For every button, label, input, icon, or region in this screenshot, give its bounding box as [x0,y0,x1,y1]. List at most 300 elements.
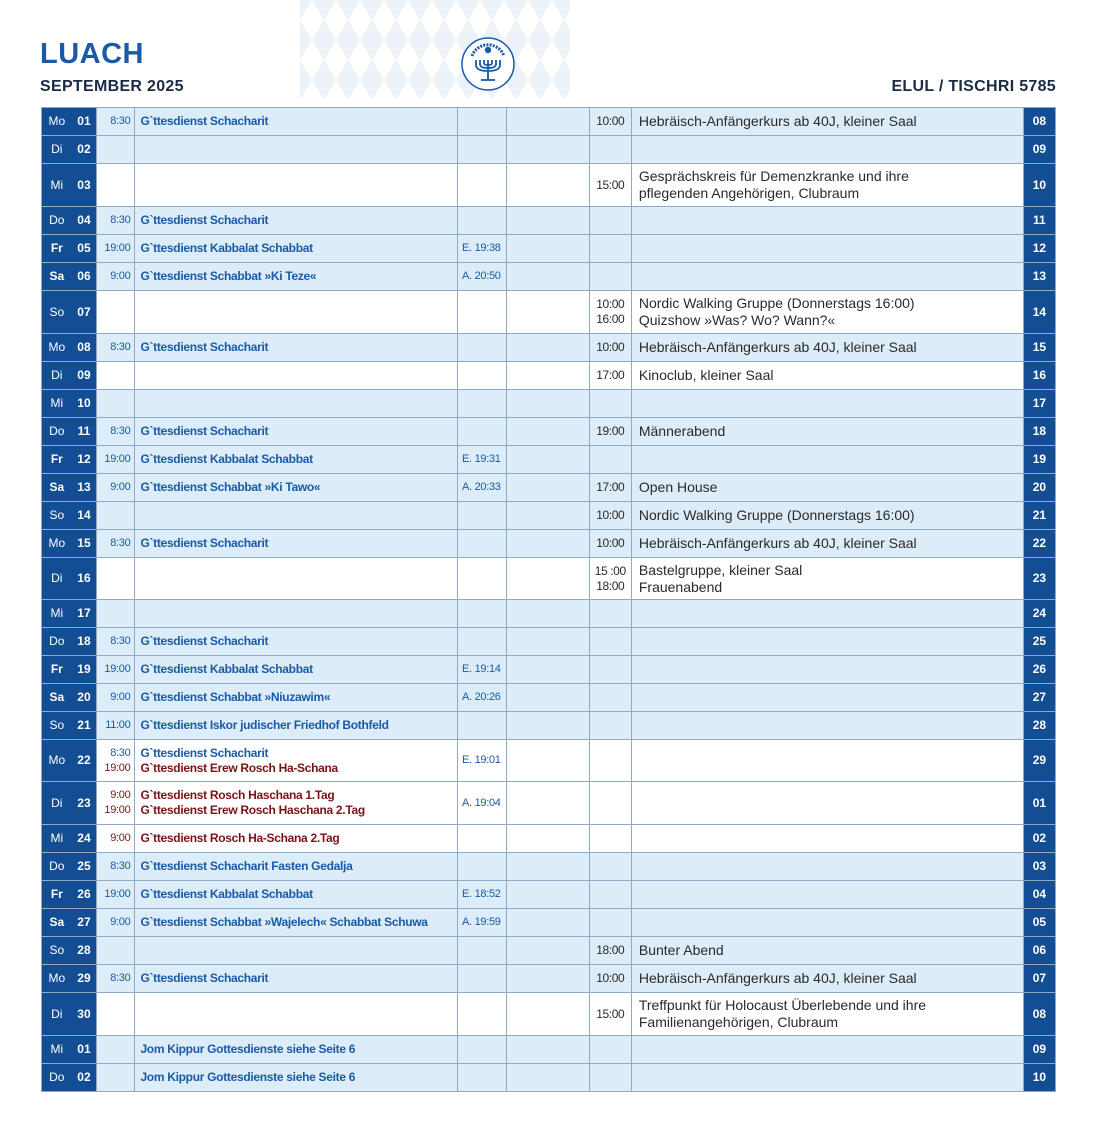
empty-cell [507,937,589,965]
event-cell [631,684,1023,712]
event-cell [631,937,1023,965]
empty-cell [507,993,589,1036]
day-number-cell: 03 [72,164,97,207]
hebrew-day-cell: 09 [1023,1036,1055,1064]
event-time-cell [589,740,631,782]
event-cell [631,740,1023,782]
candle-time-cell [458,362,507,390]
weekday-cell: Fr [42,235,72,263]
day-number-cell: 22 [72,740,97,782]
service-cell [135,740,458,782]
empty-cell [507,474,589,502]
service-name: G`ttesdienst Schabbat »Niuzawim« [140,690,331,704]
event-time-cell [589,164,631,207]
weekday-cell: Di [42,782,72,825]
candle-time-cell [458,291,507,334]
hebrew-day-cell: 06 [1023,937,1055,965]
calendar-row [42,782,1056,825]
weekday-cell: Do [42,1064,72,1092]
service-name: G`ttesdienst Schabbat »Ki Tawo« [140,480,321,494]
empty-cell [507,965,589,993]
day-number-cell: 01 [72,108,97,136]
service-name: G`ttesdienst Schacharit [140,213,269,227]
service-name: G`ttesdienst Kabbalat Schabbat [140,452,313,466]
calendar-row [42,937,1056,965]
weekday-cell: Do [42,418,72,446]
empty-cell [507,362,589,390]
service-name: G`ttesdienst Schabbat »Ki Teze« [140,269,317,283]
weekday-cell: So [42,937,72,965]
service-cell [135,474,458,502]
service-time-cell [97,418,135,446]
day-number-cell: 27 [72,909,97,937]
service-name: G`ttesdienst Schacharit [140,340,269,354]
service-cell [135,108,458,136]
service-time-cell [97,825,135,853]
calendar-row [42,825,1056,853]
event-cell [631,263,1023,291]
event-name: Open House [638,479,718,495]
hebrew-day-cell: 10 [1023,1064,1055,1092]
empty-cell [507,334,589,362]
event-time: 15:00 [596,1006,625,1021]
event-cell [631,334,1023,362]
event-cell [631,1064,1023,1092]
event-time-cell [589,965,631,993]
weekday-cell: Di [42,362,72,390]
service-cell [135,207,458,235]
hebrew-day-cell: 23 [1023,558,1055,600]
hebrew-day-cell: 21 [1023,502,1055,530]
candle-time-cell: A. 20:33 [458,474,507,502]
event-cell [631,474,1023,502]
empty-cell [507,446,589,474]
service-time-cell [97,530,135,558]
service-name: G`ttesdienst Schacharit [140,971,269,985]
weekday-cell: Mi [42,390,72,418]
service-time-cell [97,136,135,164]
candle-time-cell [458,937,507,965]
menorah-logo [460,36,516,92]
event-time: 18:00 [596,943,625,957]
empty-cell [507,712,589,740]
candle-time-cell [458,390,507,418]
service-time-cell [97,1036,135,1064]
weekday-cell: Sa [42,263,72,291]
service-cell [135,558,458,600]
calendar-row [42,418,1056,446]
event-time-cell [589,474,631,502]
hebrew-day-cell: 09 [1023,136,1055,164]
event-time-cell [589,334,631,362]
candle-time-cell [458,207,507,235]
service-cell [135,334,458,362]
candle-time-cell [458,600,507,628]
event-cell [631,164,1023,207]
service-time-cell [97,628,135,656]
service-cell [135,712,458,740]
event-name: Gesprächskreis für Demenzkranke und ihre [638,168,909,184]
event-cell [631,207,1023,235]
event-time-cell [589,684,631,712]
event-time-cell [589,909,631,937]
candle-time-cell: E. 18:52 [458,881,507,909]
service-time-cell [97,600,135,628]
calendar-row [42,1064,1056,1092]
weekday-cell: So [42,291,72,334]
event-time-cell [589,502,631,530]
calendar-row [42,108,1056,136]
calendar-row [42,965,1056,993]
service-time-cell [97,712,135,740]
calendar-row [42,474,1056,502]
day-number-cell: 17 [72,600,97,628]
event-name: Kinoclub, kleiner Saal [638,367,774,383]
event-time: 10:00 [596,971,625,985]
candle-time-cell: A. 20:50 [458,263,507,291]
service-time: 9:00 [110,270,131,282]
service-time-cell [97,108,135,136]
event-time-cell [589,446,631,474]
event-cell [631,1036,1023,1064]
service-time-cell [97,235,135,263]
day-number-cell: 26 [72,881,97,909]
service-name: G`ttesdienst Schacharit [140,745,269,760]
candle-time-cell [458,712,507,740]
calendar-row [42,235,1056,263]
hebrew-day-cell: 20 [1023,474,1055,502]
empty-cell [507,418,589,446]
empty-cell [507,628,589,656]
service-cell [135,446,458,474]
service-cell [135,684,458,712]
calendar-row [42,263,1056,291]
day-number-cell: 06 [72,263,97,291]
service-time-cell [97,684,135,712]
candle-time-cell [458,628,507,656]
event-time: 17:00 [596,480,625,494]
candle-time-cell [458,530,507,558]
service-time: 19:00 [104,761,131,774]
event-cell [631,825,1023,853]
service-time: 19:00 [104,663,131,675]
event-cell [631,136,1023,164]
hebrew-day-cell: 10 [1023,164,1055,207]
event-time-cell [589,136,631,164]
service-time-cell [97,1064,135,1092]
service-cell [135,502,458,530]
hebrew-month-label: ELUL / TISCHRI 5785 [891,78,1056,95]
day-number-cell: 21 [72,712,97,740]
candle-time-cell: E. 19:01 [458,740,507,782]
event-time: 18:00 [596,578,625,593]
weekday-cell: Fr [42,881,72,909]
service-time-cell [97,446,135,474]
event-cell [631,502,1023,530]
service-time-cell [97,965,135,993]
calendar-row [42,164,1056,207]
service-time-cell [97,334,135,362]
day-number-cell: 09 [72,362,97,390]
empty-cell [507,291,589,334]
day-number-cell: 15 [72,530,97,558]
candle-time-cell: A. 20:26 [458,684,507,712]
day-number-cell: 10 [72,390,97,418]
calendar-row [42,600,1056,628]
service-name: G`ttesdienst Erew Rosch Haschana 2.Tag [140,803,365,817]
calendar-row [42,446,1056,474]
candle-time-cell [458,1064,507,1092]
event-time-cell [589,1036,631,1064]
calendar-row [42,390,1056,418]
day-number-cell: 18 [72,628,97,656]
event-cell [631,291,1023,334]
calendar-row [42,291,1056,334]
hebrew-day-cell: 24 [1023,600,1055,628]
month-label: SEPTEMBER 2025 [40,78,184,95]
service-time: 8:30 [110,214,131,226]
event-cell [631,881,1023,909]
hebrew-day-cell: 02 [1023,825,1055,853]
service-time: 8:30 [110,341,131,353]
hebrew-day-cell: 15 [1023,334,1055,362]
event-time-cell [589,712,631,740]
service-cell [135,136,458,164]
weekday-cell: Sa [42,684,72,712]
decorative-pattern [300,0,570,98]
empty-cell [507,881,589,909]
empty-cell [507,108,589,136]
service-name: G`ttesdienst Kabbalat Schabbat [140,241,313,255]
event-cell [631,600,1023,628]
calendar-row [42,362,1056,390]
service-time: 19:00 [104,453,131,465]
service-time: 8:30 [110,115,131,127]
hebrew-day-cell: 22 [1023,530,1055,558]
weekday-cell: Do [42,207,72,235]
empty-cell [507,207,589,235]
event-time: 19:00 [596,424,625,438]
weekday-cell: Mo [42,334,72,362]
candle-time-cell [458,965,507,993]
day-number-cell: 24 [72,825,97,853]
service-cell [135,656,458,684]
service-time: 19:00 [104,804,131,816]
empty-cell [507,1036,589,1064]
day-number-cell: 14 [72,502,97,530]
event-time: 17:00 [596,368,625,382]
event-name: Hebräisch-Anfängerkurs ab 40J, kleiner Saal [638,113,917,129]
weekday-cell: So [42,502,72,530]
empty-cell [507,164,589,207]
service-time: 11:00 [105,719,131,731]
service-cell [135,909,458,937]
event-time: 10:00 [596,340,625,354]
service-cell [135,291,458,334]
event-time-cell [589,1064,631,1092]
calendar-row [42,881,1056,909]
hebrew-day-cell: 01 [1023,782,1055,825]
service-cell [135,1036,458,1064]
event-time-cell [589,291,631,334]
event-cell [631,530,1023,558]
service-cell [135,825,458,853]
weekday-cell: Fr [42,446,72,474]
service-cell [135,530,458,558]
event-time: 10:00 [596,536,625,550]
calendar-row [42,909,1056,937]
event-cell [631,362,1023,390]
event-cell [631,965,1023,993]
hebrew-day-cell: 29 [1023,740,1055,782]
weekday-cell: Mo [42,108,72,136]
candle-time-cell: E. 19:14 [458,656,507,684]
calendar-row [42,530,1056,558]
service-time-cell [97,853,135,881]
calendar-row [42,558,1056,600]
event-name: Hebräisch-Anfängerkurs ab 40J, kleiner Saal [638,339,917,355]
service-cell [135,263,458,291]
weekday-cell: Mi [42,1036,72,1064]
event-name: Familienangehörigen, Clubraum [638,1014,839,1030]
event-time-cell [589,235,631,263]
hebrew-day-cell: 05 [1023,909,1055,937]
event-name: pflegenden Angehörigen, Clubraum [638,185,860,201]
event-time-cell [589,530,631,558]
weekday-cell: Di [42,136,72,164]
weekday-cell: Mi [42,825,72,853]
event-time-cell [589,108,631,136]
event-name: Bastelgruppe, kleiner Saal [638,561,803,578]
service-cell [135,600,458,628]
event-cell [631,782,1023,825]
candle-time-cell [458,993,507,1036]
event-name: Nordic Walking Gruppe (Donnerstags 16:00) [638,507,915,523]
event-name: Bunter Abend [638,942,724,958]
weekday-cell: Di [42,558,72,600]
service-time: 8:30 [110,537,131,549]
calendar-row [42,136,1056,164]
event-time: 15 :00 [594,563,626,578]
event-cell [631,993,1023,1036]
event-cell [631,108,1023,136]
hebrew-day-cell: 04 [1023,881,1055,909]
calendar-row [42,1036,1056,1064]
event-name: Hebräisch-Anfängerkurs ab 40J, kleiner Saal [638,535,917,551]
service-time: 9:00 [110,916,131,928]
service-cell [135,965,458,993]
empty-cell [507,530,589,558]
event-time-cell [589,362,631,390]
day-number-cell: 30 [72,993,97,1036]
hebrew-day-cell: 18 [1023,418,1055,446]
day-number-cell: 08 [72,334,97,362]
day-number-cell: 28 [72,937,97,965]
event-time-cell [589,993,631,1036]
service-time-cell [97,782,135,825]
hebrew-day-cell: 11 [1023,207,1055,235]
event-cell [631,656,1023,684]
candle-time-cell [458,502,507,530]
service-cell [135,853,458,881]
service-name: G`ttesdienst Schabbat »Wajelech« Schabbat Schuwa [140,915,428,929]
event-time: 15:00 [596,177,625,192]
service-time: 19:00 [104,242,131,254]
service-time-cell [97,909,135,937]
event-cell [631,418,1023,446]
event-cell [631,446,1023,474]
service-time-cell [97,937,135,965]
empty-cell [507,853,589,881]
weekday-cell: Mi [42,164,72,207]
day-number-cell: 12 [72,446,97,474]
event-time-cell [589,418,631,446]
calendar-row [42,684,1056,712]
service-time: 9:00 [110,789,131,801]
calendar-row [42,656,1056,684]
empty-cell [507,263,589,291]
weekday-cell: Mi [42,600,72,628]
service-time: 8:30 [110,635,131,647]
candle-time-cell: E. 19:38 [458,235,507,263]
candle-time-cell [458,1036,507,1064]
empty-cell [507,235,589,263]
empty-cell [507,740,589,782]
calendar-table [41,107,1056,1092]
event-cell [631,390,1023,418]
service-name: G`ttesdienst Rosch Haschana 1.Tag [140,788,335,802]
service-time-cell [97,740,135,782]
event-cell [631,712,1023,740]
event-time-cell [589,656,631,684]
service-name: G`ttesdienst Schacharit [140,424,269,438]
event-name: Nordic Walking Gruppe (Donnerstags 16:00) [638,295,915,311]
service-name: Jom Kippur Gottesdienste siehe Seite 6 [140,1070,356,1084]
hebrew-day-cell: 17 [1023,390,1055,418]
service-cell [135,881,458,909]
service-time: 9:00 [110,691,131,703]
weekday-cell: Mo [42,740,72,782]
service-name: G`ttesdienst Schacharit [140,114,269,128]
weekday-cell: So [42,712,72,740]
empty-cell [507,1064,589,1092]
hebrew-day-cell: 07 [1023,965,1055,993]
event-cell [631,235,1023,263]
event-time-cell [589,782,631,825]
service-cell [135,235,458,263]
weekday-cell: Mo [42,965,72,993]
service-name: G`ttesdienst Rosch Ha-Schana 2.Tag [140,831,340,845]
day-number-cell: 19 [72,656,97,684]
calendar-row [42,740,1056,782]
event-name: Frauenabend [638,578,723,595]
day-number-cell: 20 [72,684,97,712]
weekday-cell: Di [42,993,72,1036]
day-number-cell: 23 [72,782,97,825]
service-cell [135,1064,458,1092]
event-time-cell [589,263,631,291]
empty-cell [507,684,589,712]
day-number-cell: 01 [72,1036,97,1064]
candle-time-cell: E. 19:31 [458,446,507,474]
service-name: G`ttesdienst Kabbalat Schabbat [140,887,313,901]
service-time-cell [97,362,135,390]
event-time-cell [589,390,631,418]
event-cell [631,853,1023,881]
event-name: Quizshow »Was? Wo? Wann?« [638,312,836,328]
empty-cell [507,782,589,825]
event-time-cell [589,881,631,909]
